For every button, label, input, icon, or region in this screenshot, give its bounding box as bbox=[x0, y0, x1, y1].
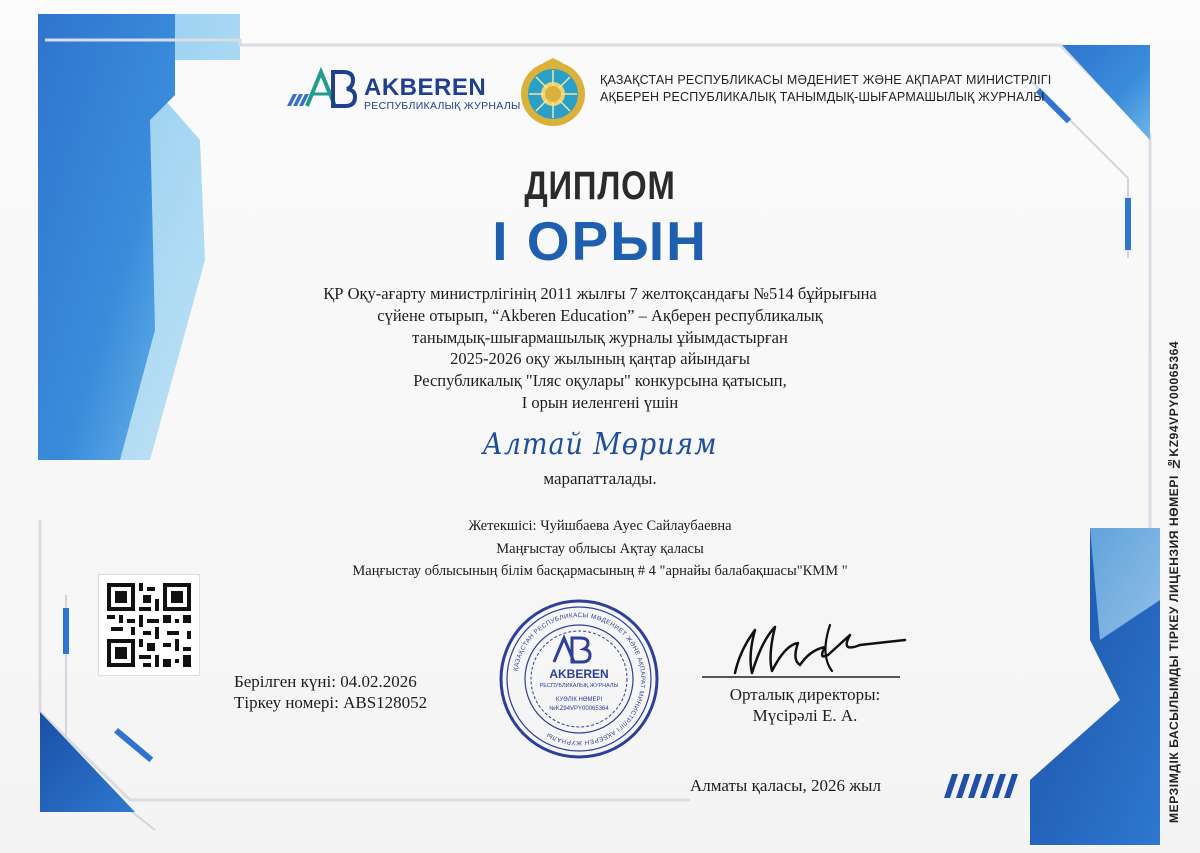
round-stamp bbox=[498, 598, 660, 760]
diploma-title: ДИПЛОМ bbox=[524, 164, 676, 208]
supervisor-city: Маңғыстау облысы Ақтау қаласы bbox=[496, 540, 704, 557]
award-text bbox=[200, 283, 1000, 414]
stamp-license-label: КУӘЛІК НӨМЕРІ bbox=[555, 697, 603, 703]
registration-number: Тіркеу номері: ABS128052 bbox=[234, 693, 428, 712]
stamp-subtitle: РЕСПУБЛИКАЛЫҚ ЖУРНАЛЫ bbox=[539, 683, 619, 689]
director-title: Орталық директоры: bbox=[729, 685, 881, 704]
awarded-text: марапатталады. bbox=[543, 469, 657, 488]
director-signature bbox=[700, 605, 910, 685]
supervisor-name: Жетекшісі: Чуйшбаева Ауес Сайлаубаевна bbox=[468, 518, 732, 534]
qr-code-icon bbox=[98, 574, 200, 676]
brand-subtitle: РЕСПУБЛИКАЛЫҚ ЖУРНАЛЫ bbox=[364, 100, 521, 112]
decorative-stripes-icon bbox=[944, 774, 1026, 798]
award-text-line: ҚР Оқу-ағарту министрлігінің 2011 жылғы 7 желтоқсандағы №514 бұйрығына bbox=[323, 284, 877, 303]
city-year: Алматы қаласы, 2026 жыл bbox=[690, 776, 881, 795]
kazakhstan-emblem-icon bbox=[518, 58, 588, 128]
stamp-brand: AKBEREN bbox=[549, 667, 609, 681]
stamp-ring-text: ҚАЗАҚСТАН РЕСПУБЛИКАСЫ МӘДЕНИЕТ ЖӘНЕ АҚПАРАТ МИНИСТРЛІГІ АҚБЕРЕН ЖУРНАЛЫ bbox=[512, 611, 647, 747]
award-text-line: сүйене отырып, “Akberen Education” – Ақберен республикалық bbox=[377, 305, 823, 325]
issue-info bbox=[234, 671, 427, 713]
akberen-logo-icon bbox=[285, 66, 360, 114]
place-title: І ОРЫН bbox=[492, 210, 708, 272]
ministry-line-2: АҚБЕРЕН РЕСПУБЛИКАЛЫҚ ТАНЫМДЫҚ-ШЫҒАРМАШЫЛЫҚ ЖУРНАЛЫ bbox=[600, 90, 1045, 104]
recipient-name: Алтай Мөриям bbox=[482, 427, 718, 462]
award-text-line: Республикалық "Іляс оқулары" конкурсына қатысып, bbox=[413, 371, 787, 391]
ministry-line-1: ҚАЗАҚСТАН РЕСПУБЛИКАСЫ МӘДЕНИЕТ ЖӘНЕ АҚПАРАТ МИНИСТРЛІГІ bbox=[600, 73, 1052, 87]
ministry-heading bbox=[600, 72, 1051, 106]
award-text-line: танымдық-шығармашылық журналы ұйымдастырған bbox=[412, 327, 788, 347]
issued-date: Берілген күні: 04.02.2026 bbox=[234, 672, 417, 691]
award-text-line: І орын иеленгені үшін bbox=[521, 392, 679, 412]
supervisor-organization: Маңғыстау облысының білім басқармасының # 4 "арнайы балабақшасы"КММ " bbox=[352, 563, 848, 579]
side-license-text: МЕРЗІМДІК БАСЫЛЫМДЫ ТІРКЕУ ЛИЦЕНЗИЯ НӨМЕРІ №KZ94VPY00065364 bbox=[1167, 340, 1181, 823]
supervisor-block bbox=[0, 515, 1200, 583]
stamp-license-number: №KZ94VPY00065364 bbox=[549, 706, 609, 712]
director-name: Мүсірәлі Е. А. bbox=[752, 706, 858, 725]
director-block bbox=[700, 684, 910, 726]
award-text-line: 2025-2026 оқу жылының қаңтар айындағы bbox=[450, 349, 750, 369]
brand-name: AKBEREN bbox=[364, 74, 487, 101]
